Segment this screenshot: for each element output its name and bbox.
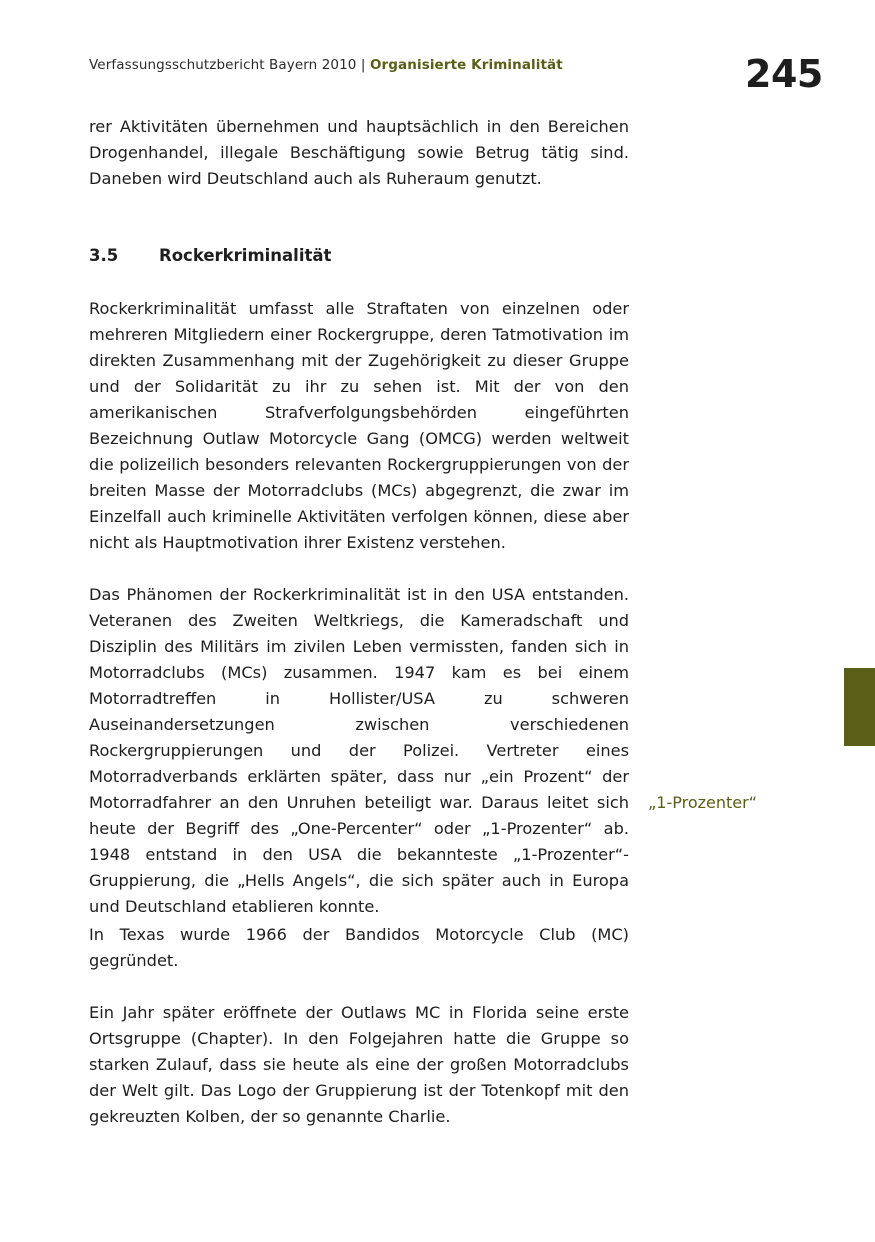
header-separator: | bbox=[360, 57, 366, 73]
header-section-title: Organisierte Kriminalität bbox=[369, 57, 563, 73]
section-title: Rockerkriminalität bbox=[159, 246, 332, 265]
paragraph-bandidos: In Texas wurde 1966 der Bandidos Motorcycle Club (MC) gegründet. bbox=[89, 925, 629, 970]
running-header bbox=[89, 57, 563, 73]
paragraph-outlaws: Ein Jahr später eröffnete der Outlaws MC in Florida seine erste Ortsgruppe (Chapter). In den Folgejahren hatte die Gruppe so starken Zulauf, dass sie heute als eine der großen Motorradclubs der Welt gilt. Das Logo der Gruppierung ist der Totenkopf mit den gekreuzten Kolben, der so genannte Charlie. bbox=[89, 1003, 629, 1126]
margin-note: „1-Prozenter“ bbox=[648, 793, 757, 812]
report-title: Verfassungsschutzbericht Bayern 2010 bbox=[89, 57, 357, 73]
paragraph-definition: Rockerkriminalität umfasst alle Straftaten von einzelnen oder mehreren Mitgliedern einer Rockergruppe, deren Tatmotivation im direkten Zusammenhang mit der Zugehörigkeit zu dieser Gruppe und der Solidarität zu ihr zu sehen ist. Mit der von den amerikanischen Strafverfolgungsbehörden eingeführten Bezeichnung Outlaw Motorcycle Gang (OMCG) werden weltweit die polizeilich besonders relevanten Rockergruppierungen von der breiten Masse der Motorradclubs (MCs) abgegrenzt, die zwar im Einzelfall auch kriminelle Aktivitäten verfolgen können, diese aber nicht als Hauptmotivation ihrer Existenz verstehen. bbox=[89, 299, 629, 552]
chapter-tab-marker bbox=[844, 668, 875, 746]
section-number: 3.5 bbox=[89, 246, 119, 265]
paragraph-continuation: rer Aktivitäten übernehmen und hauptsächlich in den Bereichen Drogenhandel, illegale Beschäftigung sowie Betrug tätig sind. Daneben wird Deutschland auch als Ruheraum genutzt. bbox=[89, 117, 629, 188]
page-number: 245 bbox=[745, 52, 823, 96]
paragraph-history: Das Phänomen der Rockerkriminalität ist in den USA entstanden. Veteranen des Zweiten Weltkriegs, die Kameradschaft und Disziplin des Militärs im zivilen Leben vermissten, fanden sich in Motorradclubs (MCs) zusammen. 1947 kam es bei einem Motorradtreffen in Hollister/USA zu schweren Auseinandersetzungen zwischen verschiedenen Rockergruppierungen und der Polizei. Vertreter eines Motorradverbands erklärten später, dass nur „ein Prozent“ der Motorradfahrer an den Unruhen beteiligt war. Daraus leitet sich heute der Begriff des „One-Percenter“ oder „1-Prozenter“ ab. 1948 entstand in den USA die bekannteste „1-Prozenter“-Gruppierung, die „Hells Angels“, die sich später auch in Europa und Deutschland etablieren konnte. bbox=[89, 585, 629, 916]
section-heading bbox=[89, 246, 331, 265]
